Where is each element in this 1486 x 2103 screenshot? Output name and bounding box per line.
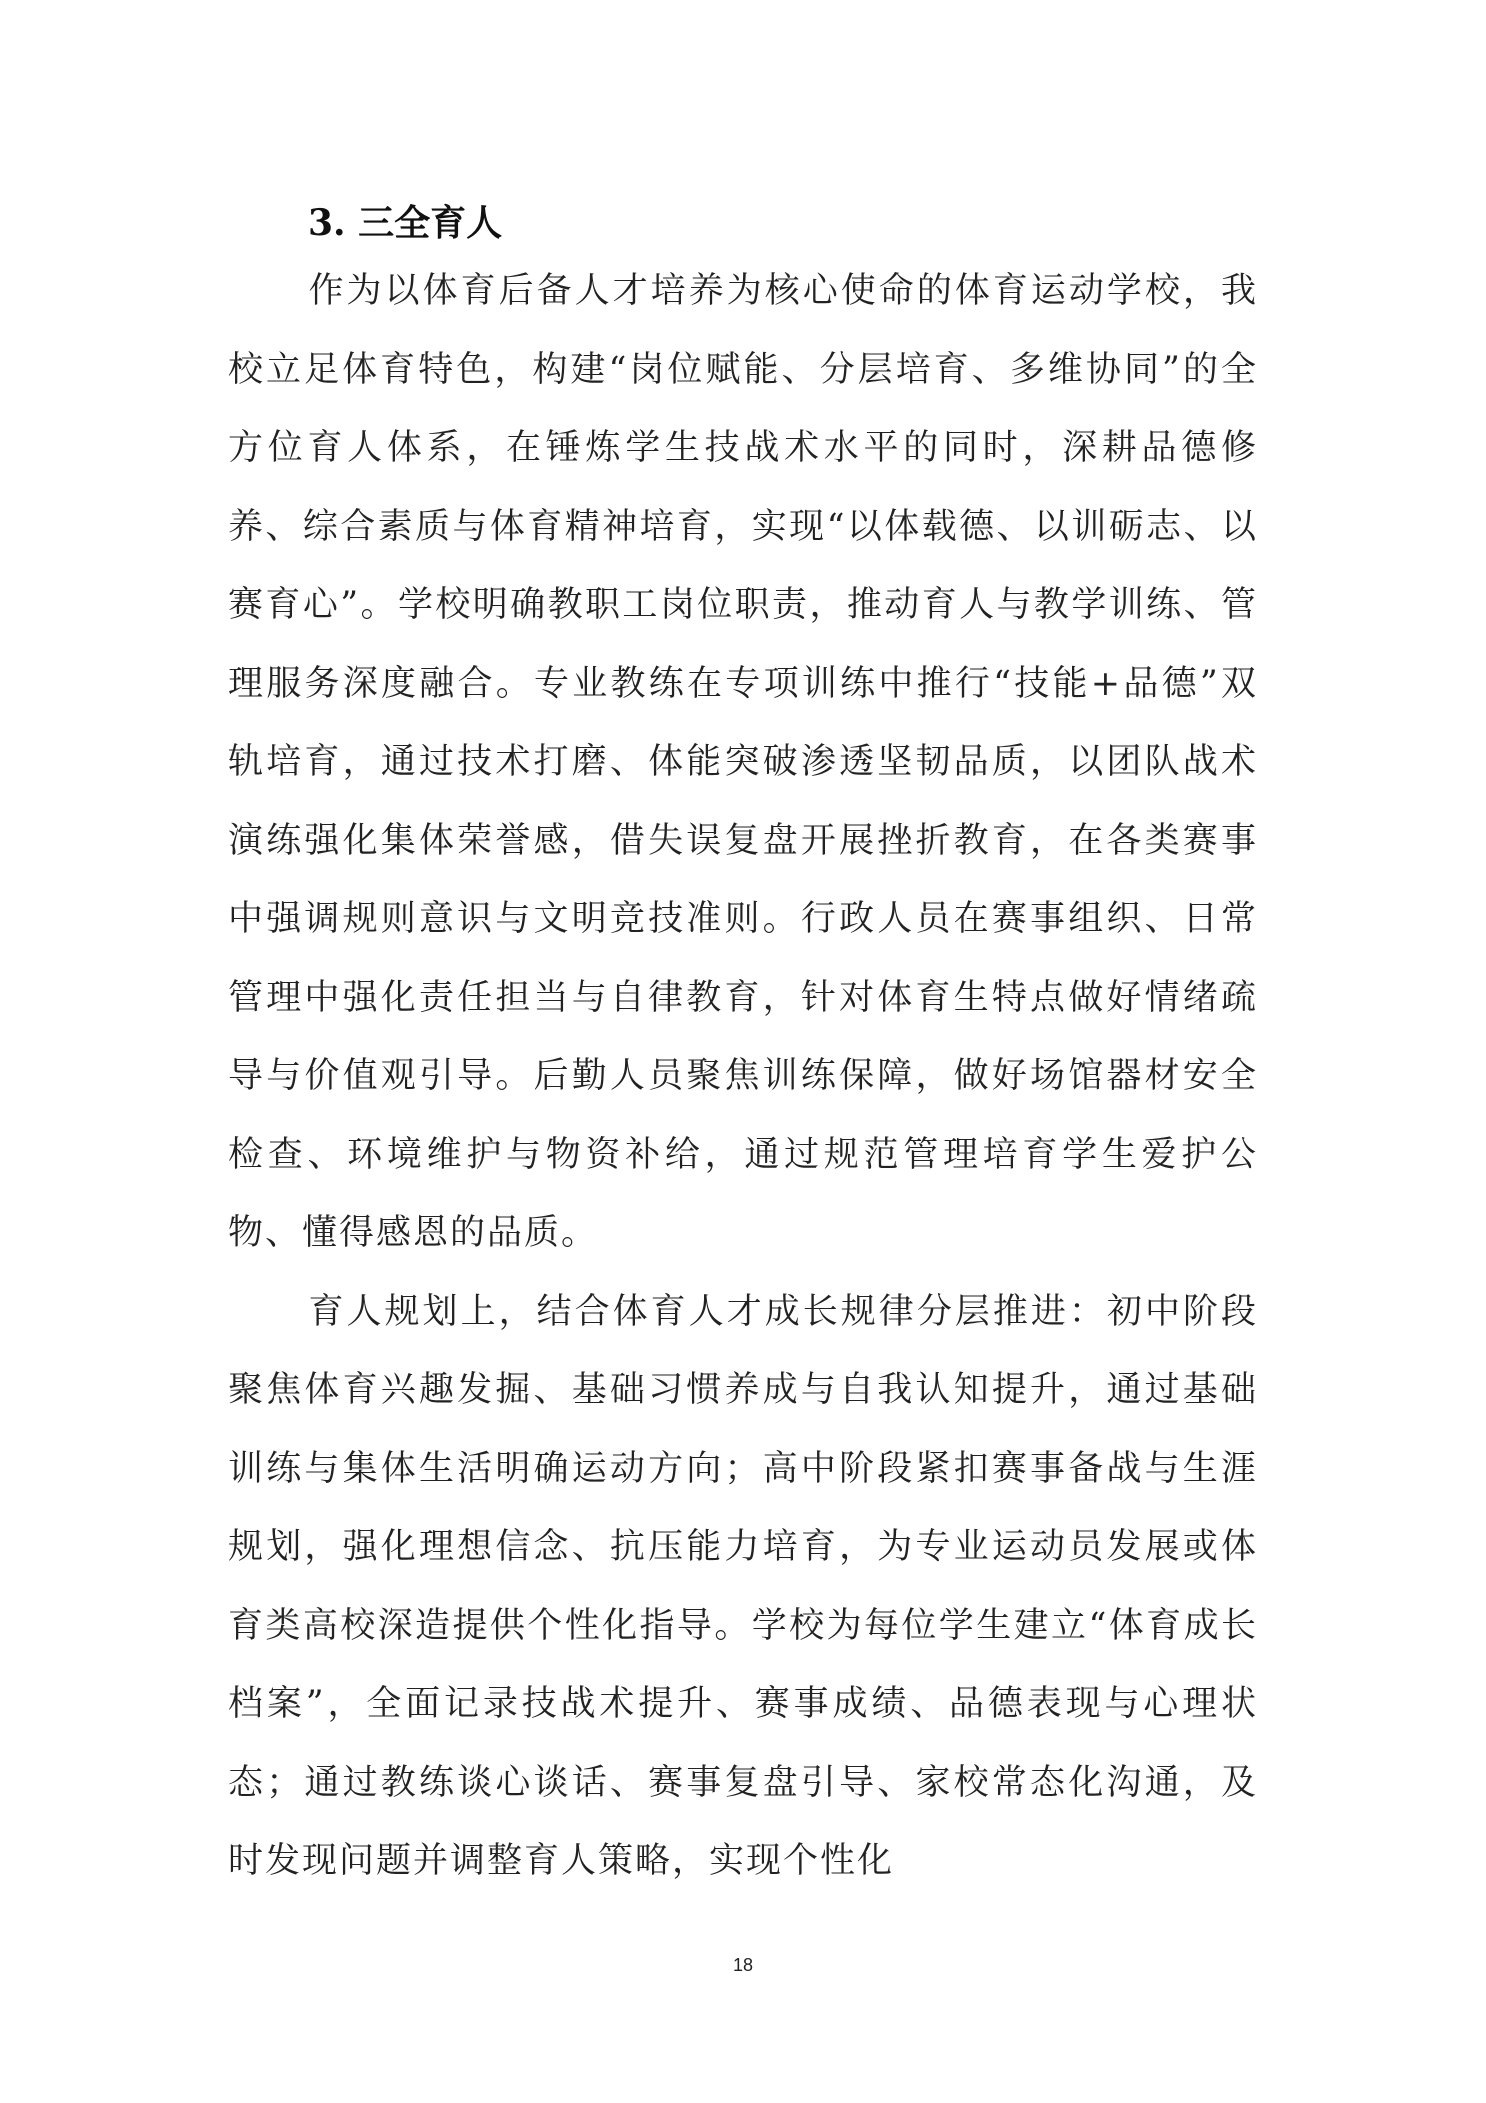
paragraph-2: 育人规划上，结合体育人才成长规律分层推进：初中阶段聚焦体育兴趣发掘、基础习惯养成与自我认知提升，通过基础训练与集体生活明确运动方向；高中阶段紧扣赛事备战与生涯规划，强化理想信念、抗压能力培育，为专业运动员发展或体育类高校深造提供个性化指导。学校为每位学生建立“体育成长档案”，全面记录技战术提升、赛事成绩、品德表现与心理状态；通过教练谈心谈话、赛事复盘引导、家校常态化沟通，及时发现问题并调整育人策略，实现个性化 — [228, 1291, 1258, 1881]
paragraph-1: 作为以体育后备人才培养为核心使命的体育运动学校，我校立足体育特色，构建“岗位赋能、分层培育、多维协同”的全方位育人体系，在锤炼学生技战术水平的同时，深耕品德修养、综合素质与体育精神培育，实现“以体载德、以训砺志、以赛育心”。学校明确教职工岗位职责，推动育人与教学训练、管理服务深度融合。专业教练在专项训练中推行“技能+品德”双轨培育，通过技术打磨、体能突破渗透坚韧品质，以团队战术演练强化集体荣誉感，借失误复盘开展挫折教育，在各类赛事中强调规则意识与文明竞技准则。行政人员在赛事组织、日常管理中强化责任担当与自律教育，针对体育生特点做好情绪疏导与价值观引导。后勤人员聚焦训练保障，做好场馆器材安全检查、环境维护与物资补给，通过规范管理培育学生爱护公物、懂得感恩的品质。 — [228, 271, 1258, 1253]
page-number: 18 — [732, 1955, 754, 1975]
body-text — [228, 252, 1258, 1901]
section-heading: 3. 三全育人 — [308, 202, 503, 244]
